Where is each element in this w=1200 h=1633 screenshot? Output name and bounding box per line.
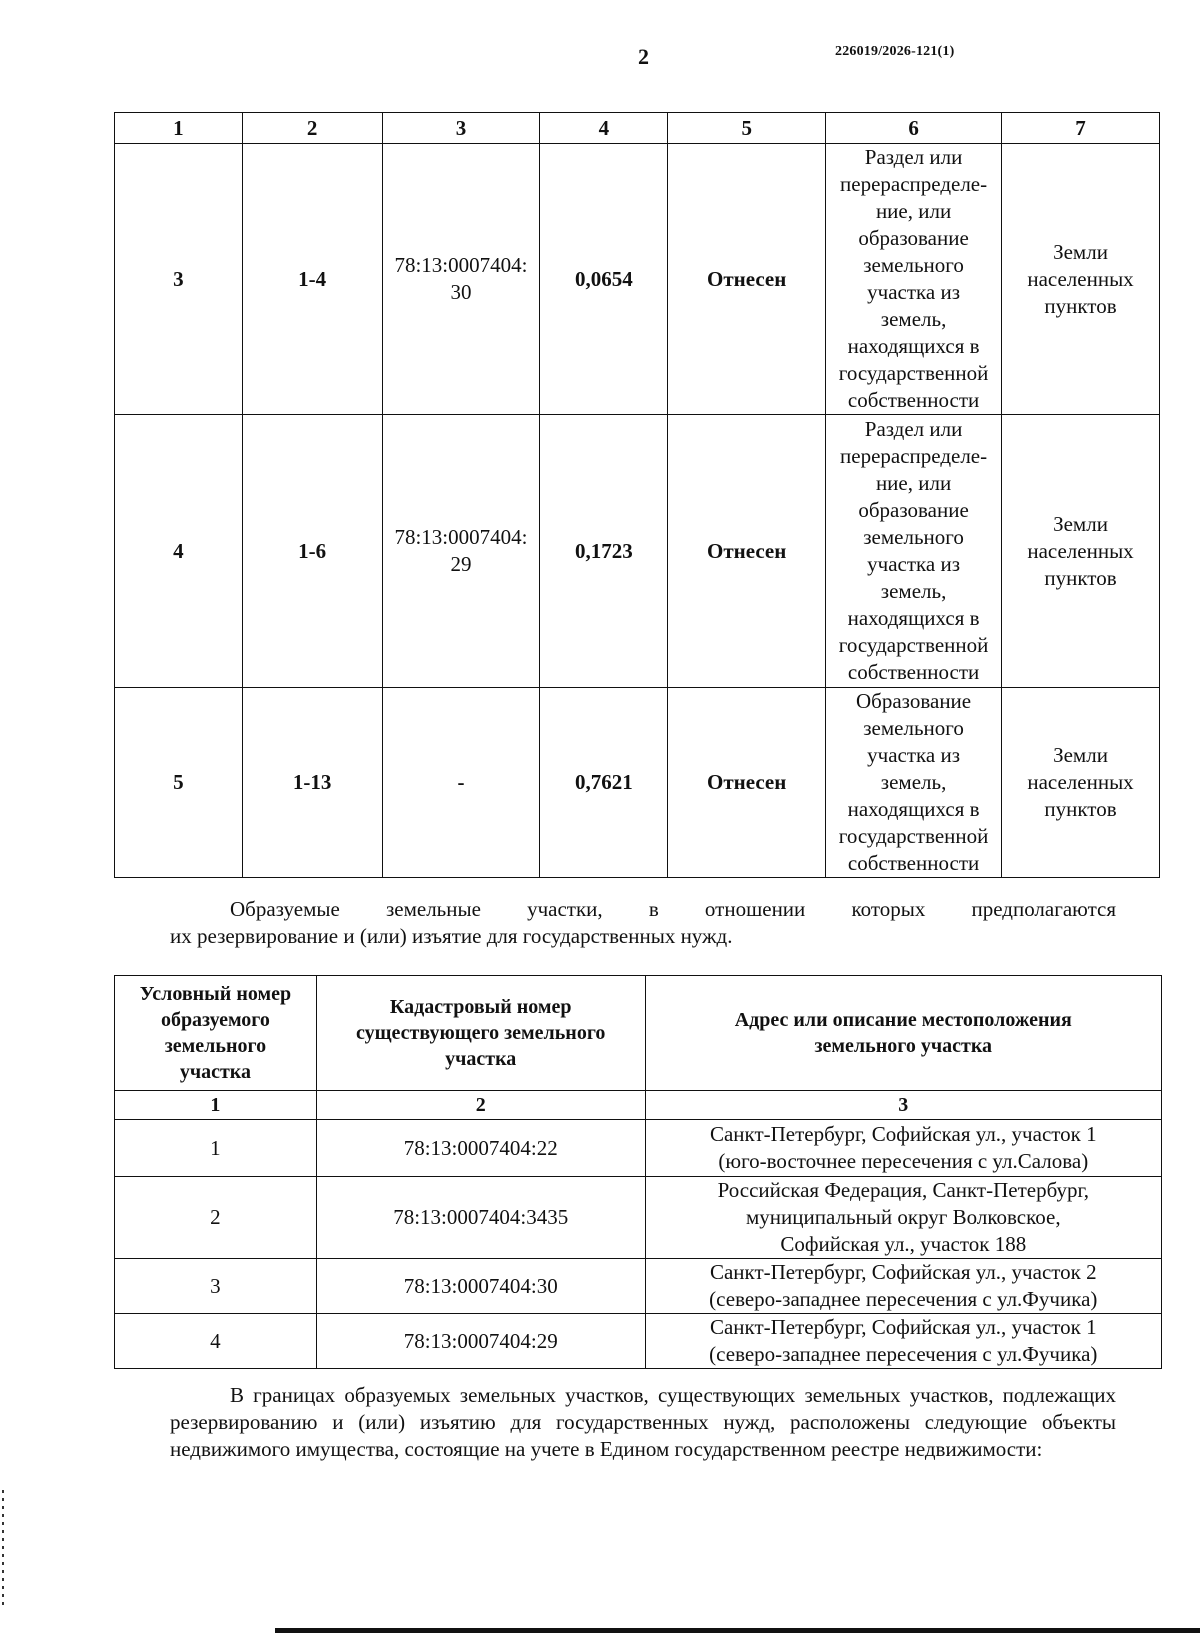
- cadastral-number: -: [382, 688, 540, 878]
- paragraph-text: В границах образуемых земельных участков, существующих земельных участков, подлежащих резервированию и (или) изъятию для государственных нужд, расположены следующие объекты недвижимого имущества, состоящие на учете в Едином государственном реестре недвижимости:: [170, 1383, 1116, 1461]
- table-row: [115, 1177, 1162, 1259]
- column-number: 3: [645, 1091, 1161, 1120]
- column-number: 2: [316, 1091, 645, 1120]
- column-number: 1: [115, 113, 243, 144]
- header-cadastral-number: Кадастровый номер существующего земельного участка: [316, 976, 645, 1091]
- paragraph-line: Образуемые земельные участки, в отношении которых предполагаются: [230, 897, 1116, 921]
- status: Отнесен: [668, 415, 826, 688]
- formation-method: Раздел или перераспределе- ние, или образование земельного участка из земель, находящихся в государственной собственности: [826, 144, 1002, 415]
- column-number: 5: [668, 113, 826, 144]
- column-number: 7: [1002, 113, 1160, 144]
- column-number: 3: [382, 113, 540, 144]
- land-category: Земли населенных пунктов: [1002, 688, 1160, 878]
- column-number: 1: [115, 1091, 317, 1120]
- status: Отнесен: [668, 144, 826, 415]
- cadastral-number: 78:13:0007404: 29: [382, 415, 540, 688]
- reservation-paragraph: [170, 896, 1116, 950]
- header-address: Адрес или описание местоположения земельного участка: [645, 976, 1161, 1091]
- address: Санкт-Петербург, Софийская ул., участок 1 (северо-западнее пересечения с ул.Фучика): [645, 1314, 1161, 1369]
- land-category: Земли населенных пунктов: [1002, 415, 1160, 688]
- row-number: 3: [115, 144, 243, 415]
- table-row: [115, 1314, 1162, 1369]
- formation-method: Раздел или перераспределе- ние, или образование земельного участка из земель, находящихся в государственной собственности: [826, 415, 1002, 688]
- conditional-number: 4: [115, 1314, 317, 1369]
- conditional-number: 3: [115, 1259, 317, 1314]
- document-id: 226019/2026-121(1): [835, 44, 955, 59]
- table-header-row: [115, 113, 1160, 144]
- address: Российская Федерация, Санкт-Петербург, муниципальный округ Волковское, Софийская ул., участок 188: [645, 1177, 1161, 1259]
- table-row: [115, 1259, 1162, 1314]
- cadastral-number: 78:13:0007404:22: [316, 1120, 645, 1177]
- cadastral-number: 78:13:0007404:30: [316, 1259, 645, 1314]
- address: Санкт-Петербург, Софийская ул., участок 1 (юго-восточнее пересечения с ул.Салова): [645, 1120, 1161, 1177]
- real-estate-paragraph: [170, 1382, 1116, 1463]
- column-numbers-row: [115, 1091, 1162, 1120]
- cadastral-number: 78:13:0007404:29: [316, 1314, 645, 1369]
- conditional-number: 2: [115, 1177, 317, 1259]
- land-plots-table: [114, 112, 1160, 878]
- reserved-plots-table: [114, 975, 1162, 1369]
- conditional-number: 1: [115, 1120, 317, 1177]
- column-number: 6: [826, 113, 1002, 144]
- row-number: 4: [115, 415, 243, 688]
- scan-edge-mark: [2, 1490, 4, 1610]
- table-row: [115, 144, 1160, 415]
- cadastral-number: 78:13:0007404: 30: [382, 144, 540, 415]
- area-value: 0,7621: [540, 688, 668, 878]
- header-conditional-number: Условный номер образуемого земельного участка: [115, 976, 317, 1091]
- area-value: 0,1723: [540, 415, 668, 688]
- area-value: 0,0654: [540, 144, 668, 415]
- table-header-row: [115, 976, 1162, 1091]
- table-row: [115, 688, 1160, 878]
- address: Санкт-Петербург, Софийская ул., участок 2 (северо-западнее пересечения с ул.Фучика): [645, 1259, 1161, 1314]
- row-number: 5: [115, 688, 243, 878]
- table-row: [115, 1120, 1162, 1177]
- plot-id: 1-6: [242, 415, 382, 688]
- column-number: 4: [540, 113, 668, 144]
- status: Отнесен: [668, 688, 826, 878]
- table-row: [115, 415, 1160, 688]
- cadastral-number: 78:13:0007404:3435: [316, 1177, 645, 1259]
- paragraph-line: их резервирование и (или) изъятие для государственных нужд.: [170, 924, 733, 948]
- page-number: 2: [638, 44, 649, 69]
- column-number: 2: [242, 113, 382, 144]
- plot-id: 1-4: [242, 144, 382, 415]
- land-category: Земли населенных пунктов: [1002, 144, 1160, 415]
- plot-id: 1-13: [242, 688, 382, 878]
- formation-method: Образование земельного участка из земель, находящихся в государственной собственности: [826, 688, 1002, 878]
- footer-rule: [275, 1628, 1200, 1633]
